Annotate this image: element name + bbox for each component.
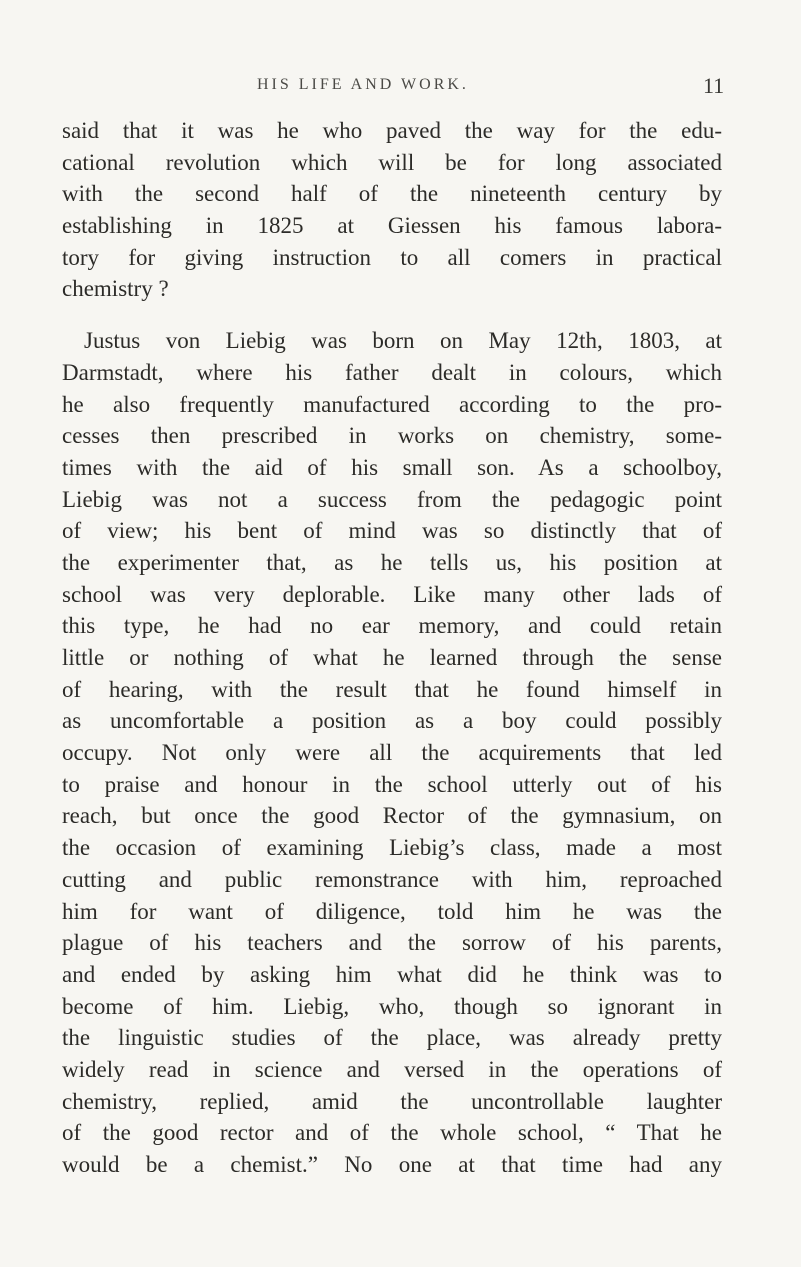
text-line: tory for giving instruction to all comers in practical [62, 244, 722, 270]
text-line: the experimenter that, as he tells us, his position at [62, 549, 722, 575]
text-line: times with the aid of his small son. As a schoolboy, [62, 454, 722, 480]
text-line: the occasion of examining Liebig’s class, made a most [62, 835, 722, 861]
text-line: of the good rector and of the whole school, “ That he [62, 1120, 722, 1146]
text-line: cutting and public remonstrance with him, reproached [62, 866, 722, 892]
text-line: reach, but once the good Rector of the gymnasium, on [62, 803, 722, 829]
running-head: HIS LIFE AND WORK. [257, 76, 469, 93]
text-line: widely read in science and versed in the operations of [62, 1056, 722, 1082]
text-line: the linguistic studies of the place, was already pretty [62, 1025, 722, 1051]
text-line: occupy. Not only were all the acquirements that led [62, 740, 722, 766]
text-line: Liebig was not a success from the pedagogic point [62, 486, 722, 512]
text-line: Justus von Liebig was born on May 12th, 1803, at [84, 328, 722, 354]
text-line: and ended by asking him what did he think was to [62, 961, 722, 987]
text-line: said that it was he who paved the way for the edu- [62, 118, 722, 143]
text-line: as uncomfortable a position as a boy could possibly [62, 708, 722, 734]
text-line: this type, he had no ear memory, and could retain [62, 613, 722, 639]
text-line: of view; his bent of mind was so distinctly that of [62, 518, 722, 544]
body-text [62, 115, 722, 1181]
text-line: he also frequently manufactured according to the pro- [62, 391, 722, 417]
text-line: to praise and honour in the school utterly out of his [62, 771, 722, 797]
text-line: would be a chemist.” No one at that time had any [62, 1152, 722, 1177]
paragraph-gap [62, 305, 722, 325]
text-line: establishing in 1825 at Giessen his famous labora- [62, 213, 722, 239]
text-line: chemistry ? [62, 276, 169, 302]
text-line: plague of his teachers and the sorrow of his parents, [62, 930, 722, 956]
text-line: school was very deplorable. Like many other lads of [62, 581, 722, 607]
text-line: cational revolution which will be for long associated [62, 149, 722, 175]
text-line: him for want of diligence, told him he was the [62, 898, 722, 924]
text-line: of hearing, with the result that he found himself in [62, 676, 722, 702]
text-line: become of him. Liebig, who, though so ignorant in [62, 993, 722, 1019]
page-header [0, 73, 801, 110]
text-line: cesses then prescribed in works on chemistry, some- [62, 423, 722, 449]
text-line: chemistry, replied, amid the uncontrollable laughter [62, 1088, 722, 1114]
text-line: Darmstadt, where his father dealt in colours, which [62, 359, 722, 385]
page-number: 11 [703, 73, 725, 98]
text-line: with the second half of the nineteenth century by [62, 181, 722, 207]
text-line: little or nothing of what he learned through the sense [62, 645, 722, 670]
